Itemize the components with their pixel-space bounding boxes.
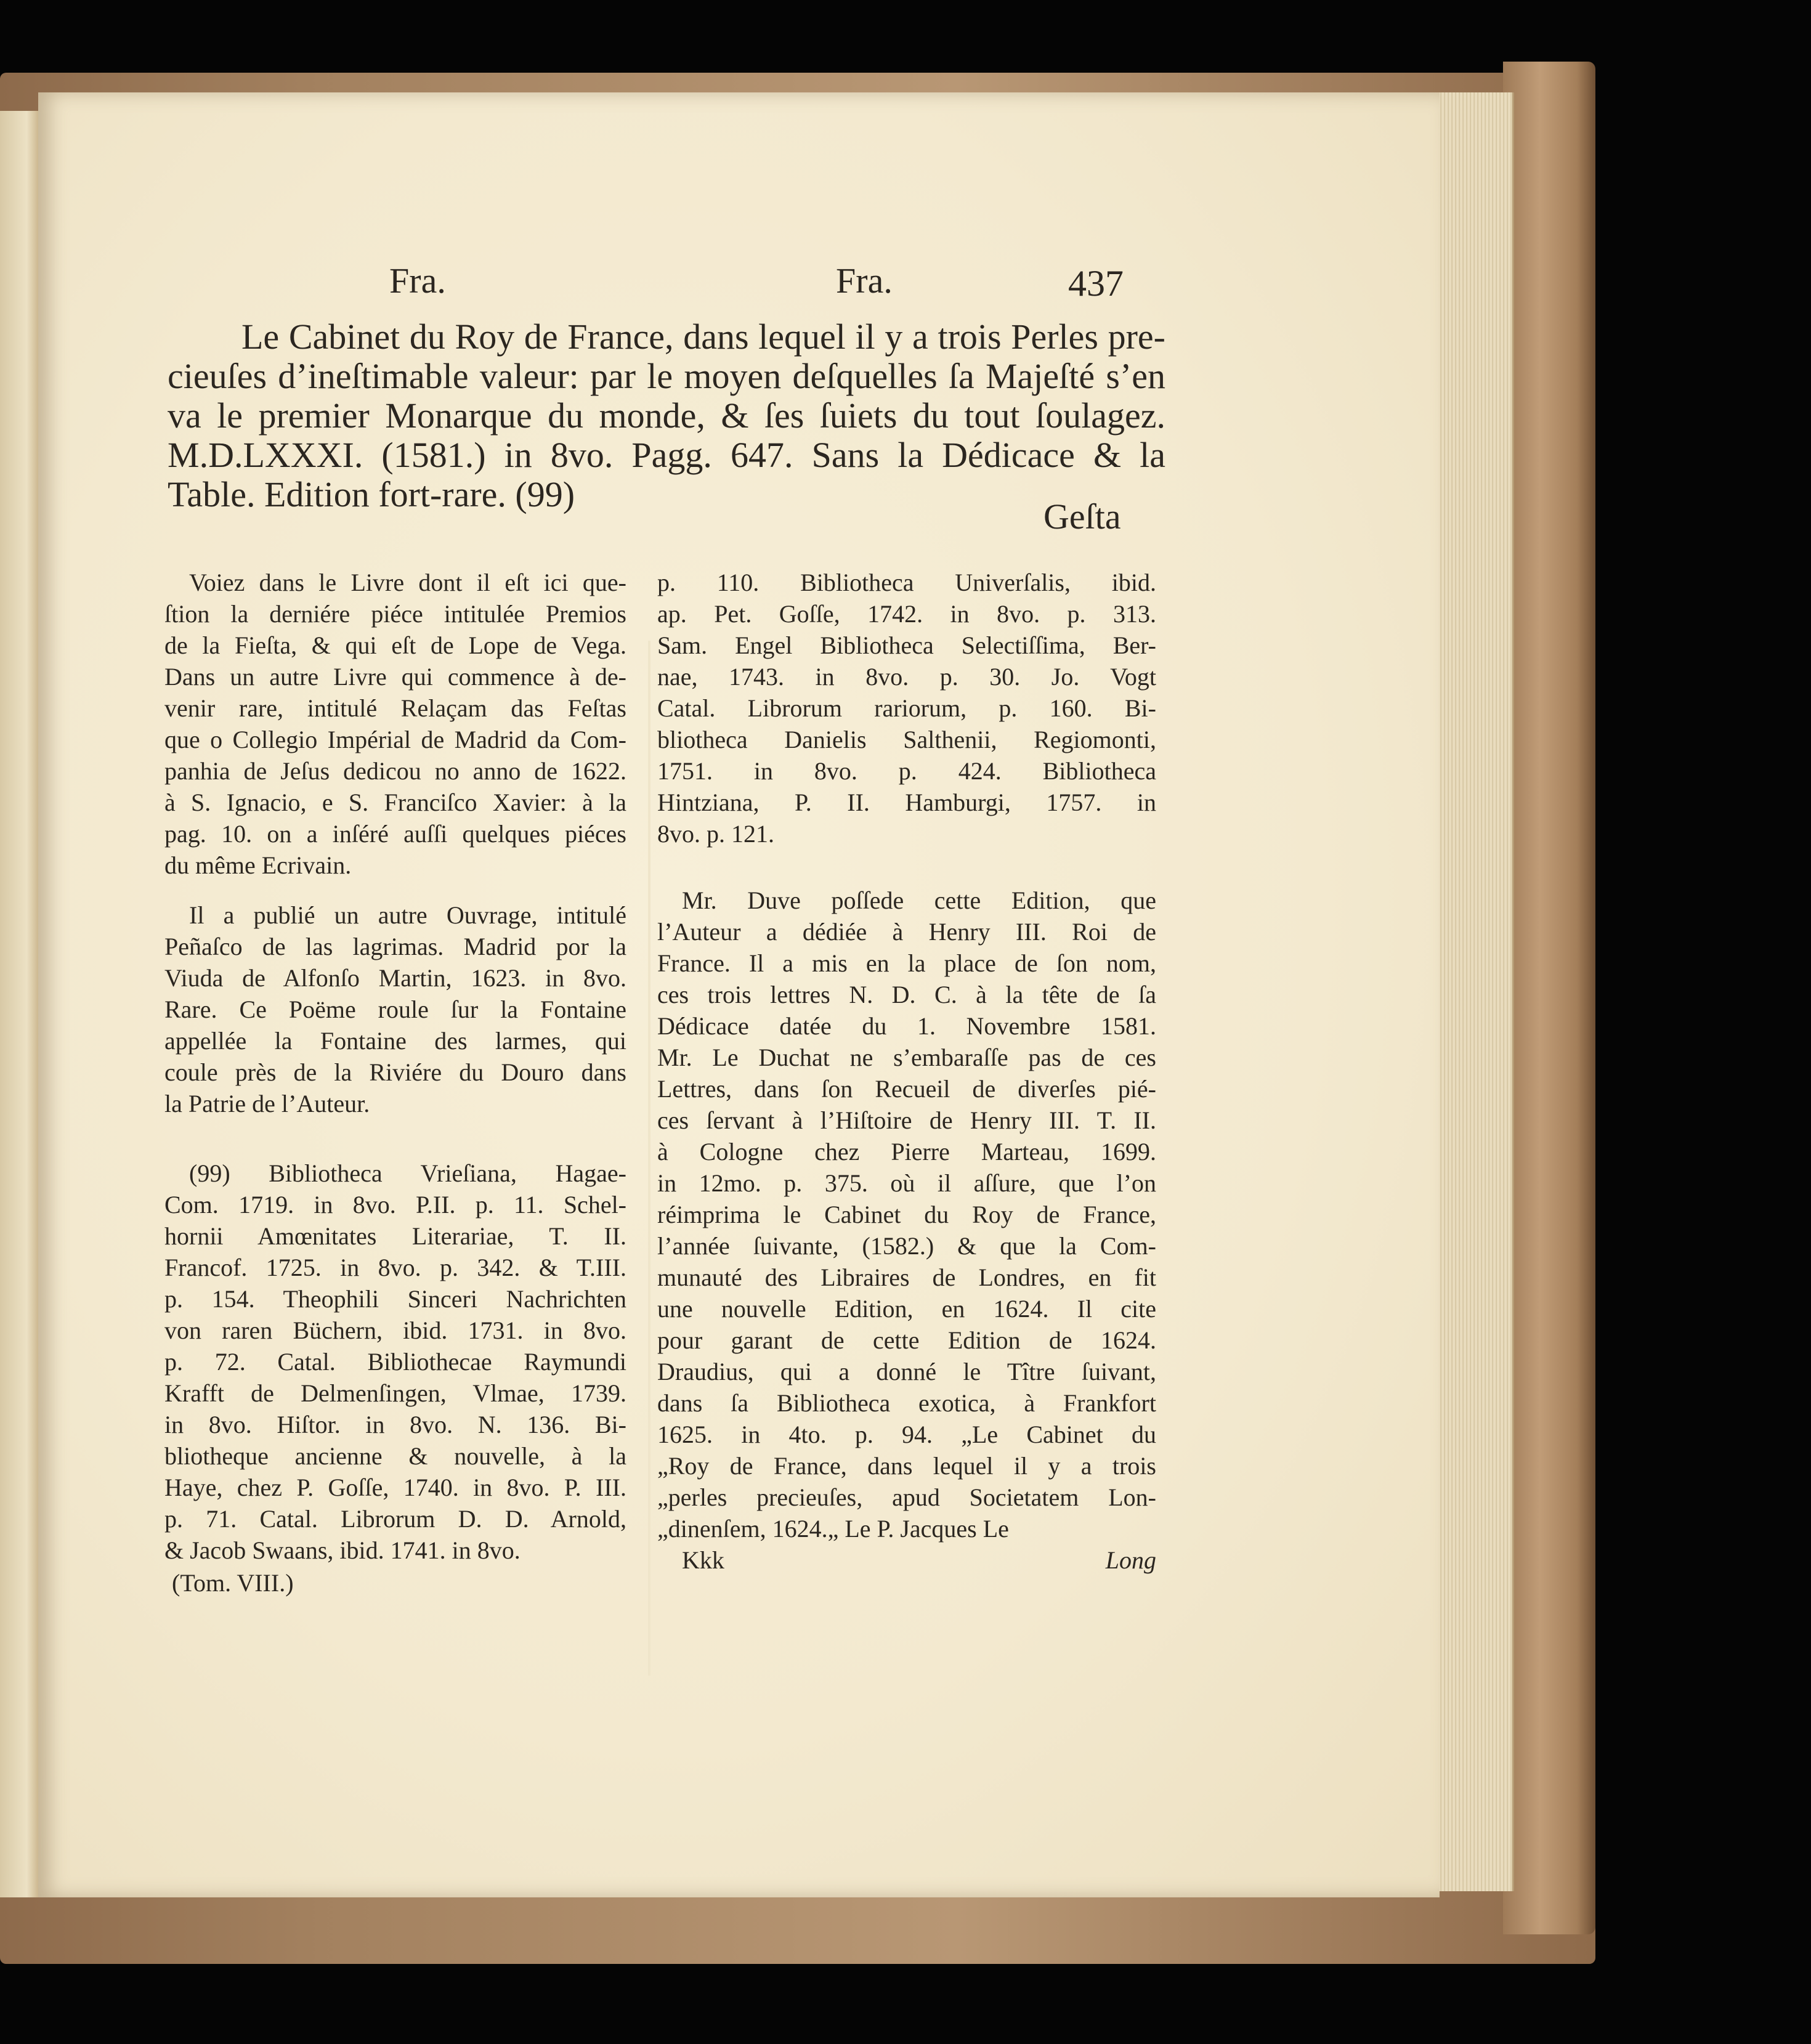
text-line: hornii Amœnitates Literariae, T. II. <box>164 1222 626 1250</box>
text-line: Dédicace datée du 1. Novembre 1581. <box>657 1012 1156 1040</box>
text-line: appellée la Fontaine des larmes, qui <box>164 1027 626 1055</box>
text-line: in 8vo. Hiſtor. in 8vo. N. 136. Bi- <box>164 1411 626 1438</box>
previous-page-edge <box>0 111 38 1897</box>
text-line: panhia de Jeſus dedicou no anno de 1622. <box>164 757 626 785</box>
text-line: Lettres, dans ſon Recueil de diverſes pié- <box>657 1075 1156 1103</box>
text-line: ces ſervant à l’Hiſtoire de Henry III. T. II. <box>657 1106 1156 1134</box>
title-line: Table. Edition fort-rare. (99) <box>168 474 575 514</box>
text-line: „dinenſem, 1624.„ Le P. Jacques Le <box>657 1515 1009 1543</box>
page-block-edges <box>1438 92 1514 1891</box>
text-line: Mr. Duve poſſede cette Edition, que <box>682 886 1156 914</box>
text-line: à S. Ignacio, e S. Franciſco Xavier: à la <box>164 789 626 816</box>
text-line: réimprima le Cabinet du Roy de France, <box>657 1201 1156 1228</box>
catchword-bottom: Long <box>1105 1546 1156 1574</box>
right-column <box>657 567 1156 1576</box>
text-line: Francof. 1725. in 8vo. p. 342. & T.III. <box>164 1254 626 1281</box>
text-line: Com. 1719. in 8vo. P.II. p. 11. Schel- <box>164 1191 626 1219</box>
text-line: que o Collegio Impérial de Madrid da Com- <box>164 726 626 753</box>
signature-tom: (Tom. VIII.) <box>172 1569 294 1597</box>
text-line: p. 110. Bibliotheca Univerſalis, ibid. <box>657 569 1156 596</box>
text-line: p. 154. Theophili Sinceri Nachrichten <box>164 1285 626 1313</box>
signature-mark: Kkk <box>682 1546 724 1574</box>
title-line: Le Cabinet du Roy de France, dans lequel il y a trois Perles pre- <box>241 317 1165 357</box>
text-line: Dans un autre Livre qui commence à de- <box>164 663 626 691</box>
column-divider <box>648 641 650 1676</box>
text-line: à Cologne chez Pierre Marteau, 1699. <box>657 1138 1156 1166</box>
text-line: coule près de la Riviére du Douro dans <box>164 1058 626 1086</box>
text-line: Haye, chez P. Goſſe, 1740. in 8vo. P. III. <box>164 1474 626 1501</box>
text-line: Viuda de Alfonſo Martin, 1623. in 8vo. <box>164 964 626 992</box>
running-head-left: Fra. <box>389 261 446 301</box>
text-line: ces trois lettres N. D. C. à la tête de ſa <box>657 981 1156 1008</box>
text-line: von raren Büchern, ibid. 1731. in 8vo. <box>164 1316 626 1344</box>
title-line: M.D.LXXXI. (1581.) in 8vo. Pagg. 647. Sans la Dédicace & la <box>168 435 1165 475</box>
text-line: Il a publié un autre Ouvrage, intitulé <box>189 901 626 929</box>
running-head-center: Fra. <box>836 261 893 301</box>
text-line: de la Fieſta, & qui eſt de Lope de Vega. <box>164 631 626 659</box>
text-line: Hintziana, P. II. Hamburgi, 1757. in <box>657 789 1156 816</box>
page-number: 437 <box>1068 263 1124 304</box>
title-line: va le premier Monarque du monde, & ſes ſuiets du tout ſoulagez. <box>168 395 1165 436</box>
text-line: Voiez dans le Livre dont il eſt ici que- <box>189 569 626 596</box>
title-line: cieuſes d’ineſtimable valeur: par le moyen deſquelles ſa Majeſté s’en <box>168 356 1165 396</box>
text-line: Mr. Le Duchat ne s’embaraſſe pas de ces <box>657 1044 1156 1071</box>
left-column <box>164 567 626 1599</box>
text-line: 1751. in 8vo. p. 424. Bibliotheca <box>657 757 1156 785</box>
text-line: l’Auteur a dédiée à Henry III. Roi de <box>657 918 1156 946</box>
text-line: Catal. Librorum rariorum, p. 160. Bi- <box>657 694 1156 722</box>
book-cover-edge <box>1503 62 1595 1934</box>
catchword-top: Geſta <box>1043 497 1121 537</box>
text-line: Krafft de Delmenſingen, Vlmae, 1739. <box>164 1379 626 1407</box>
book-page <box>38 92 1440 1897</box>
text-line: France. Il a mis en la place de ſon nom, <box>657 949 1156 977</box>
text-line: l’année ſuivante, (1582.) & que la Com- <box>657 1232 1156 1260</box>
text-line: pag. 10. on a inſéré auſſi quelques piéces <box>164 820 626 848</box>
text-line: dans ſa Bibliotheca exotica, à Frankfort <box>657 1389 1156 1417</box>
text-line: Rare. Ce Poëme roule ſur la Fontaine <box>164 996 626 1023</box>
text-line: pour garant de cette Edition de 1624. <box>657 1326 1156 1354</box>
paragraph-penasco <box>164 899 626 1119</box>
text-line: Draudius, qui a donné le Tître ſuivant, <box>657 1358 1156 1385</box>
text-line: (99) Bibliotheca Vrieſiana, Hagae- <box>189 1159 626 1187</box>
text-line: venir rare, intitulé Relaçam das Feſtas <box>164 694 626 722</box>
text-line: in 12mo. p. 375. où il aſſure, que l’on <box>657 1169 1156 1197</box>
text-line: „Roy de France, dans lequel il y a trois <box>657 1452 1156 1480</box>
footnote-99 <box>164 1158 626 1566</box>
text-line: Sam. Engel Bibliotheca Selectiſſima, Ber- <box>657 631 1156 659</box>
paragraph-lope-de-vega <box>164 567 626 881</box>
text-line: ſtion la derniére piéce intitulée Premios <box>164 600 626 628</box>
text-line: la Patrie de l’Auteur. <box>164 1090 370 1117</box>
footnote-99-continued <box>657 567 1156 850</box>
text-line: une nouvelle Edition, en 1624. Il cite <box>657 1295 1156 1323</box>
text-line: bliotheque ancienne & nouvelle, à la <box>164 1442 626 1470</box>
signature-line <box>657 1544 1156 1576</box>
text-line: p. 71. Catal. Librorum D. D. Arnold, <box>164 1505 626 1533</box>
text-line: & Jacob Swaans, ibid. 1741. in 8vo. <box>164 1536 521 1564</box>
text-line: bliotheca Danielis Salthenii, Regiomonti, <box>657 726 1156 753</box>
text-line: nae, 1743. in 8vo. p. 30. Jo. Vogt <box>657 663 1156 691</box>
text-line: „perles precieuſes, apud Societatem Lon- <box>657 1483 1156 1511</box>
text-line: munauté des Libraires de Londres, en fit <box>657 1263 1156 1291</box>
paragraph-duve <box>657 885 1156 1544</box>
text-line: 1625. in 4to. p. 94. „Le Cabinet du <box>657 1421 1156 1448</box>
text-line: du même Ecrivain. <box>164 851 352 879</box>
text-line: 8vo. p. 121. <box>657 820 774 848</box>
text-line: Peñaſco de las lagrimas. Madrid por la <box>164 933 626 960</box>
text-line: p. 72. Catal. Bibliothecae Raymundi <box>164 1348 626 1376</box>
text-line: ap. Pet. Goſſe, 1742. in 8vo. p. 313. <box>657 600 1156 628</box>
